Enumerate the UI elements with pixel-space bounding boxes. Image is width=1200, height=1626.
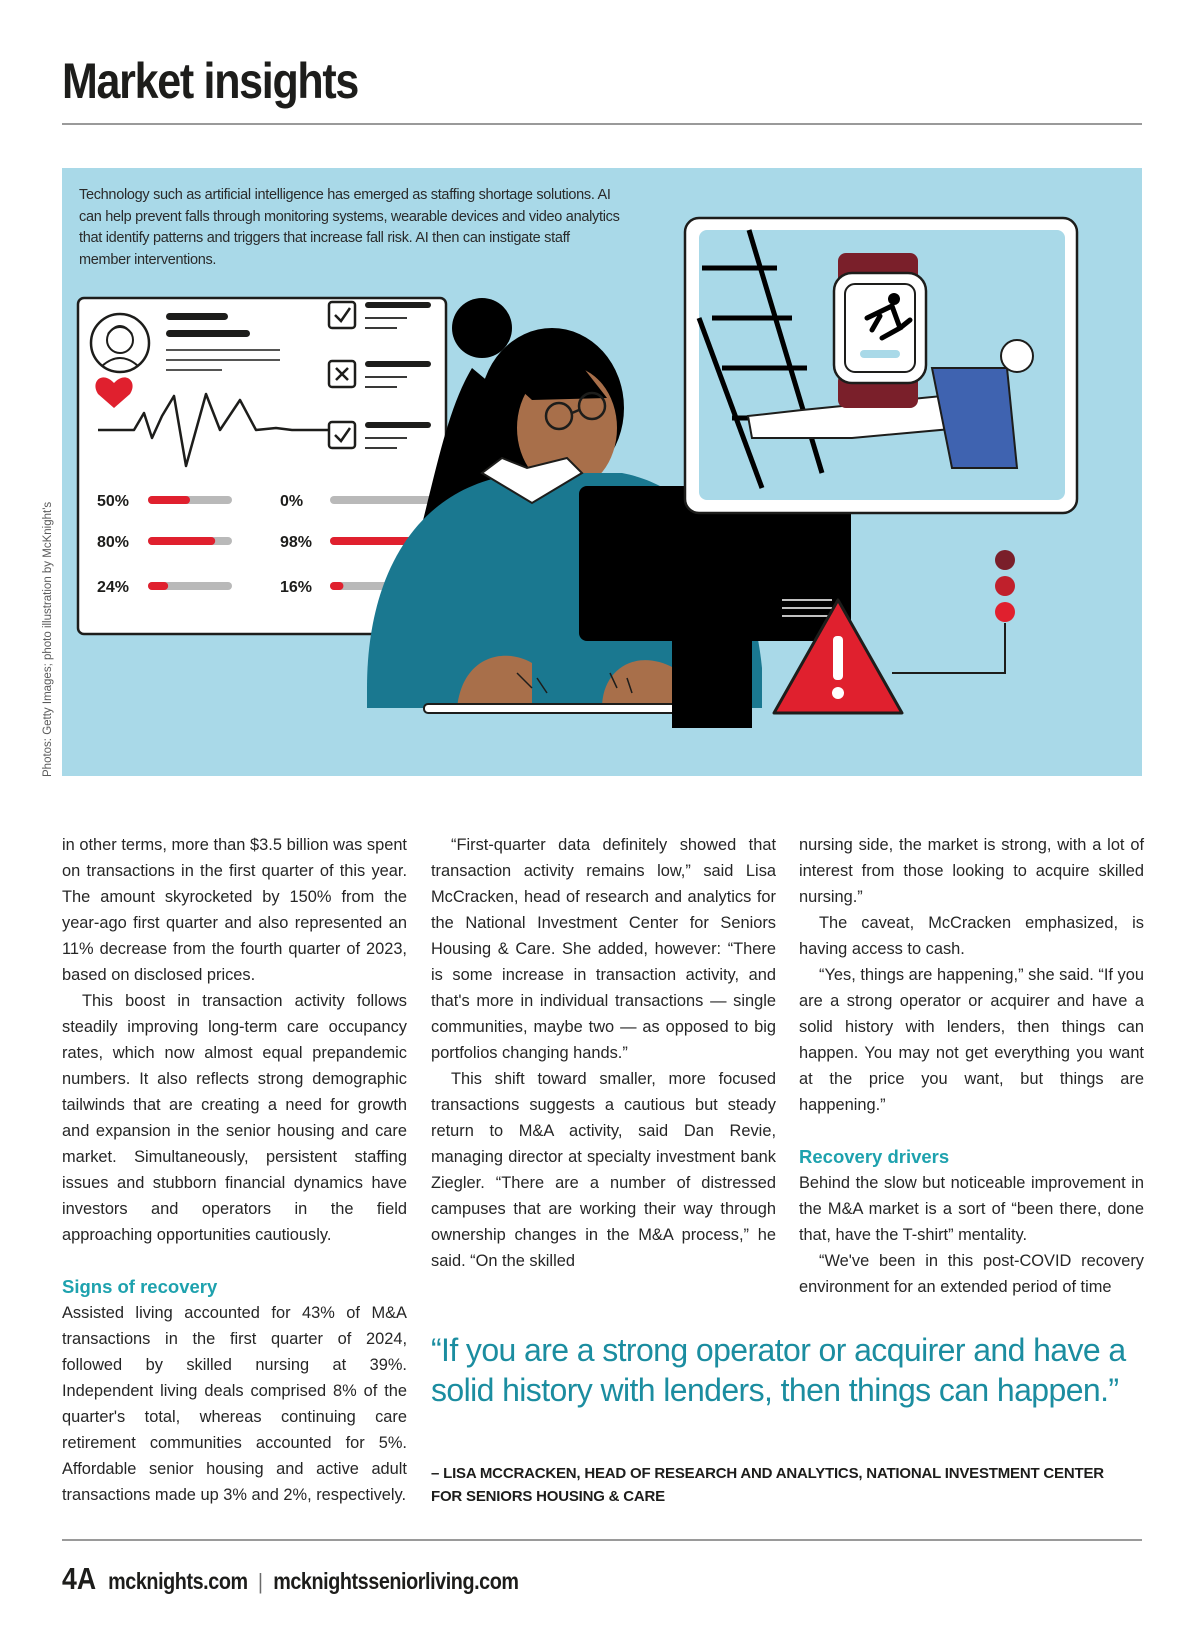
paragraph: The caveat, McCracken emphasized, is having access to cash.	[799, 914, 1144, 958]
figure-caption: Technology such as artificial intelligence has emerged as staffing shortage solutions. AI can help prevent falls through monitoring systems, wearable devices and video analytics that identify patterns and triggers that increase fall risk. AI then can instigate staff member interventions.	[79, 187, 620, 268]
paragraph: in other terms, more than $3.5 billion was spent on transactions in the first quarter of this year. The amount skyrocketed by 150% from the year-ago first quarter and also represented an 11% decrease from the fourth quarter of 2023, based on disclosed prices.	[62, 836, 407, 984]
paragraph: Assisted living accounted for 43% of M&A transactions in the first quarter of 2024, followed by skilled nursing at 39%. Independent living deals comprised 8% of the quarter's total, whereas continuing care retirement communities accounted for 5%. Affordable senior housing and active adult transactions made up 3% and 2%, respectively.	[62, 1304, 407, 1504]
paragraph: “We've been in this post-COVID recovery environment for an extended period of time	[799, 1252, 1144, 1296]
stat-label: 24%	[97, 579, 130, 596]
article-column-2	[431, 832, 776, 1274]
footer	[62, 1561, 519, 1601]
pull-quote: “If you are a strong operator or acquirer and have a solid history with lenders, then things can happen.”	[431, 1332, 1126, 1408]
page-number: 4A	[62, 1561, 97, 1596]
stat-bar-fill	[148, 537, 215, 545]
article-column-1	[62, 832, 407, 1508]
footer-separator: |	[257, 1569, 263, 1594]
paragraph: “First-quarter data definitely showed that transaction activity remains low,” said Lisa McCracken, head of research and analytics for the National Investment Center for Seniors Housing & Care. She added, however: “There is some increase in transaction activity, and that's more in individual transactions — single communities, maybe two — as opposed to big portfolios changing hands.”	[431, 836, 776, 1062]
subhead-recovery-drivers: Recovery drivers	[799, 1146, 950, 1167]
checkbox-checked-icon	[329, 422, 355, 448]
stat-bar-fill	[330, 582, 343, 590]
stat-bar-fill	[330, 537, 412, 545]
paragraph: nursing side, the market is strong, with a lot of interest from those looking to acquire skilled nursing.”	[799, 836, 1144, 906]
smartwatch-fall-alert-icon	[834, 253, 926, 408]
footer-site-link[interactable]: mcknightsseniorliving.com	[273, 1568, 519, 1594]
subhead-signs-of-recovery: Signs of recovery	[62, 1276, 218, 1297]
paragraph: This boost in transaction activity follows steadily improving long-term care occupancy rates, which now almost equal prepandemic numbers. It also reflects strong demographic tailwinds that are creating a need for growth and expansion in the senior housing and care market. Simultaneously, persistent staffing issues and stubborn financial dynamics have investors and operators in the field approaching opportunities cautiously.	[62, 992, 407, 1244]
paragraph: Behind the slow but noticeable improvement in the M&A market is a sort of “been there, done that, have the T-shirt” mentality.	[799, 1174, 1144, 1244]
stat-label: 98%	[280, 534, 313, 551]
fall-monitor-screen	[685, 218, 1077, 513]
stat-label: 80%	[97, 534, 130, 551]
stat-label: 50%	[97, 493, 130, 510]
footer-site-link[interactable]: mcknights.com	[108, 1568, 248, 1594]
illustration	[62, 168, 1142, 776]
stat-label: 0%	[280, 493, 304, 510]
photo-credit: Photos: Getty Images; photo illustration by McKnight's	[42, 501, 54, 777]
footer-rule	[62, 1539, 1142, 1541]
section-title: Market insights	[62, 53, 359, 109]
stat-label: 16%	[280, 579, 313, 596]
stat-bar-fill	[148, 496, 190, 504]
checkbox-checked-icon	[329, 302, 355, 328]
paragraph: This shift toward smaller, more focused transactions suggests a cautious but steady return to M&A activity, said Dan Revie, managing director at specialty investment bank Ziegler. “There are a number of distressed campuses that are working their way through ownership changes in the M&A process,” he said. “On the skilled	[431, 1070, 776, 1270]
paragraph: “Yes, things are happening,” she said. “If you are a strong operator or acquirer and have a solid history with lenders, then things can happen. You may not get everything you want at the price you want, but things are happening.”	[799, 966, 1144, 1114]
avatar-icon	[91, 314, 149, 372]
keyboard-icon	[424, 704, 676, 713]
article-column-3	[799, 832, 1144, 1300]
pull-quote-attribution: – LISA MCCRACKEN, HEAD OF RESEARCH AND ANALYTICS, NATIONAL INVESTMENT CENTER FOR SENIORS HOUSING & CARE	[431, 1465, 1104, 1505]
stat-bar-fill	[148, 582, 168, 590]
header-rule	[62, 123, 1142, 125]
